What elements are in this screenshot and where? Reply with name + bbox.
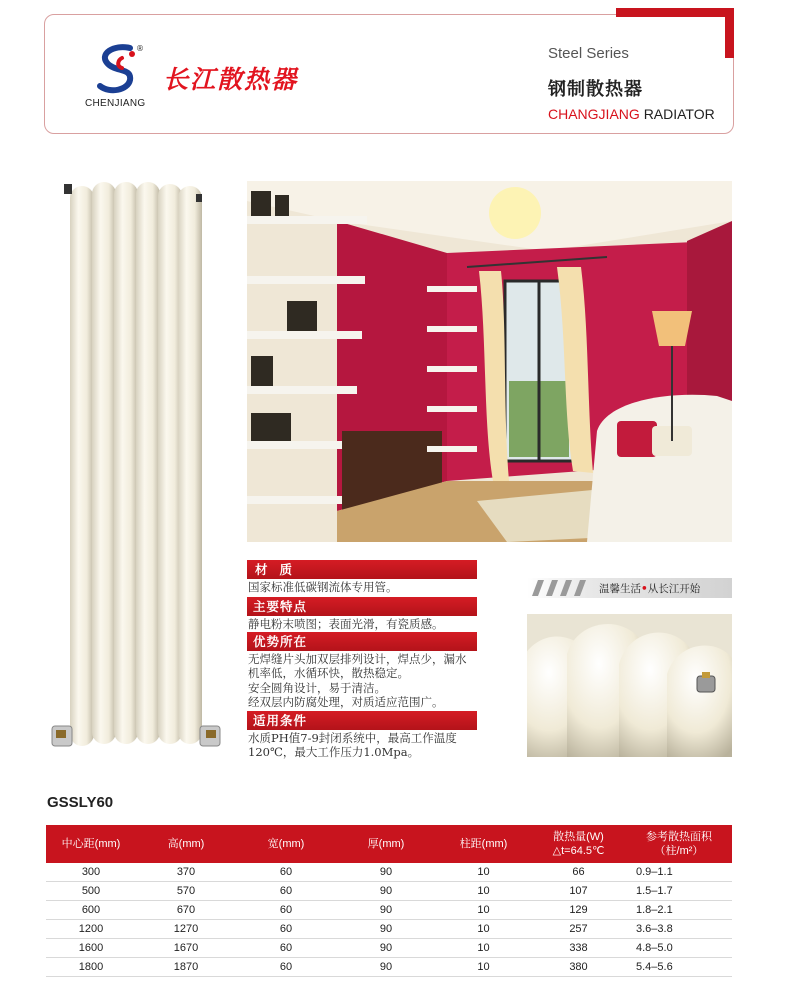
spec-features bbox=[247, 597, 477, 631]
table-row bbox=[46, 863, 732, 882]
logo-text: CHENJIANG bbox=[85, 98, 146, 109]
th-heat-output bbox=[531, 825, 626, 863]
cell-thickness: 90 bbox=[336, 882, 436, 901]
cell-heat-output: 66 bbox=[531, 863, 626, 882]
cell-column-pitch: 10 bbox=[436, 958, 531, 977]
cell-column-pitch: 10 bbox=[436, 920, 531, 939]
room-photo bbox=[247, 181, 732, 542]
chenjiang-logo-icon bbox=[92, 40, 148, 96]
th-reference-area bbox=[626, 825, 732, 863]
cell-height: 1870 bbox=[136, 958, 236, 977]
cell-width: 60 bbox=[236, 882, 336, 901]
th-thickness: 厚(mm) bbox=[336, 825, 436, 863]
cell-width: 60 bbox=[236, 958, 336, 977]
model-code: GSSLY60 bbox=[47, 794, 114, 811]
series-cn: 钢制散热器 bbox=[548, 79, 643, 100]
cell-width: 60 bbox=[236, 939, 336, 958]
spec-conditions-body: 水质PH值7-9封闭系统中，最高工作温度 120℃，最大工作压力1.0Mpa。 bbox=[248, 731, 457, 760]
spec-material-body: 国家标准低碳钢流体专用管。 bbox=[248, 580, 398, 594]
cell-reference-area: 0.9–1.1 bbox=[626, 863, 732, 882]
slogan-part1: 温馨生活 bbox=[599, 583, 641, 595]
registered-mark: ® bbox=[136, 44, 144, 53]
cell-width: 60 bbox=[236, 901, 336, 920]
cell-center-distance: 500 bbox=[46, 882, 136, 901]
cell-heat-output: 338 bbox=[531, 939, 626, 958]
cell-reference-area: 3.6–3.8 bbox=[626, 920, 732, 939]
series-en: Steel Series bbox=[548, 45, 629, 62]
cell-heat-output: 107 bbox=[531, 882, 626, 901]
cell-column-pitch: 10 bbox=[436, 863, 531, 882]
cell-heat-output: 257 bbox=[531, 920, 626, 939]
cell-reference-area: 4.8–5.0 bbox=[626, 939, 732, 958]
cell-center-distance: 600 bbox=[46, 901, 136, 920]
cell-reference-area: 1.8–2.1 bbox=[626, 901, 732, 920]
cell-reference-area: 5.4–5.6 bbox=[626, 958, 732, 977]
cell-height: 1270 bbox=[136, 920, 236, 939]
cell-height: 1670 bbox=[136, 939, 236, 958]
slogan-part2: 从长江开始 bbox=[647, 583, 701, 595]
th-reference-area-line2: （柱/m²） bbox=[654, 845, 704, 857]
brand-en bbox=[548, 106, 715, 122]
cell-column-pitch: 10 bbox=[436, 939, 531, 958]
spec-features-heading: 主要特点 bbox=[247, 597, 477, 616]
cell-heat-output: 380 bbox=[531, 958, 626, 977]
cell-center-distance: 300 bbox=[46, 863, 136, 882]
spec-advantages-body: 无焊缝片头加双层排列设计，焊点少，漏水 机率低，水循环快，散热稳定。 安全圆角设计，易于清洁。 经双层内防腐处理，对质适应范围广。 bbox=[248, 652, 467, 709]
slogan-stripes-icon bbox=[532, 580, 592, 596]
radiator-product-image bbox=[50, 178, 225, 758]
cell-thickness: 90 bbox=[336, 901, 436, 920]
th-column-pitch: 柱距(mm) bbox=[436, 825, 531, 863]
cell-width: 60 bbox=[236, 920, 336, 939]
cell-column-pitch: 10 bbox=[436, 882, 531, 901]
cell-thickness: 90 bbox=[336, 863, 436, 882]
spec-table bbox=[46, 825, 732, 977]
cell-center-distance: 1200 bbox=[46, 920, 136, 939]
brand-en-red: CHANGJIANG bbox=[548, 106, 640, 122]
cell-width: 60 bbox=[236, 863, 336, 882]
cell-column-pitch: 10 bbox=[436, 901, 531, 920]
table-row bbox=[46, 958, 732, 977]
slogan-text bbox=[599, 581, 700, 596]
th-width: 宽(mm) bbox=[236, 825, 336, 863]
cell-height: 370 bbox=[136, 863, 236, 882]
brand-en-black: RADIATOR bbox=[643, 106, 715, 122]
cell-height: 670 bbox=[136, 901, 236, 920]
table-row bbox=[46, 901, 732, 920]
cell-heat-output: 129 bbox=[531, 901, 626, 920]
th-reference-area-line1: 参考散热面积 bbox=[646, 831, 712, 843]
cell-center-distance: 1600 bbox=[46, 939, 136, 958]
cell-thickness: 90 bbox=[336, 939, 436, 958]
brand-name: 长江散热器 bbox=[163, 65, 299, 94]
th-height: 高(mm) bbox=[136, 825, 236, 863]
th-center-distance: 中心距(mm) bbox=[46, 825, 136, 863]
cell-thickness: 90 bbox=[336, 920, 436, 939]
th-heat-output-line1: 散热量(W) bbox=[553, 831, 604, 843]
table-row bbox=[46, 920, 732, 939]
table-row bbox=[46, 882, 732, 901]
cell-center-distance: 1800 bbox=[46, 958, 136, 977]
th-heat-output-line2: △t=64.5℃ bbox=[552, 845, 605, 857]
spec-advantages bbox=[247, 632, 477, 709]
spec-conditions-heading: 适用条件 bbox=[247, 711, 477, 730]
table-row bbox=[46, 939, 732, 958]
spec-advantages-heading: 优势所在 bbox=[247, 632, 477, 651]
cell-thickness: 90 bbox=[336, 958, 436, 977]
spec-conditions bbox=[247, 711, 477, 760]
cell-reference-area: 1.5–1.7 bbox=[626, 882, 732, 901]
slogan-dot: • bbox=[641, 583, 648, 595]
table-header-row bbox=[46, 825, 732, 863]
spec-material bbox=[247, 560, 477, 594]
spec-features-body: 静电粉末喷图；表面光滑，有瓷质感。 bbox=[248, 617, 444, 631]
radiator-closeup-image bbox=[527, 614, 732, 757]
spec-material-heading: 材质 bbox=[247, 560, 477, 579]
cell-height: 570 bbox=[136, 882, 236, 901]
corner-accent bbox=[616, 8, 734, 58]
